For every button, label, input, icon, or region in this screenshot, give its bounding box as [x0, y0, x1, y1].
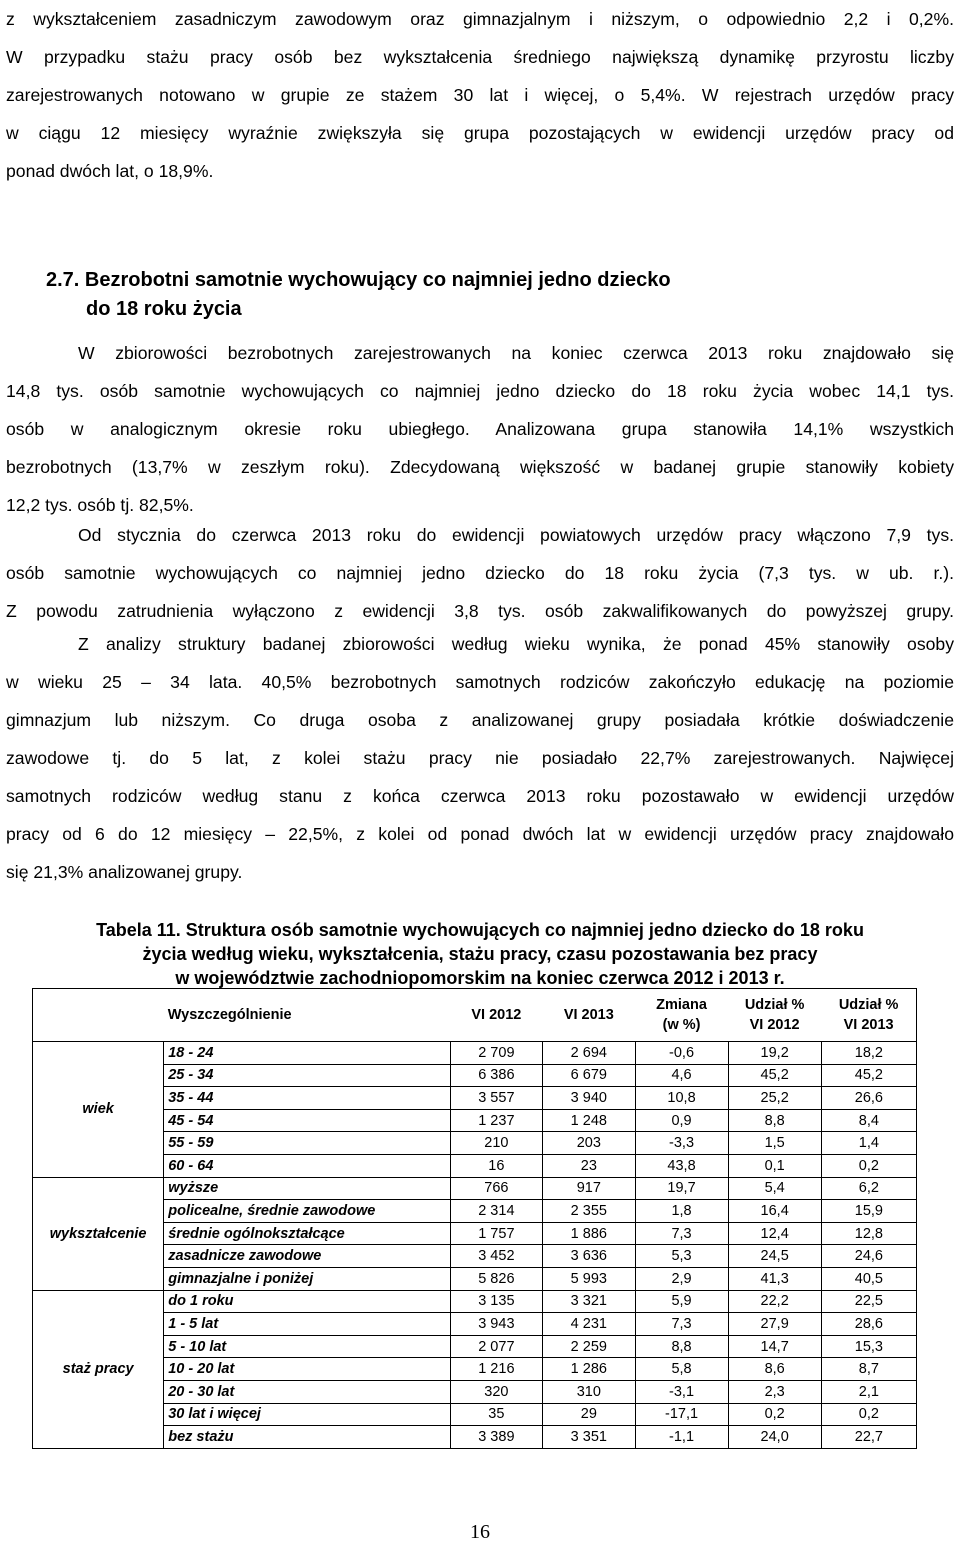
table-row — [33, 1313, 917, 1336]
cell-change: 5,8 — [635, 1358, 728, 1381]
cell-share2012: 24,0 — [728, 1426, 821, 1449]
cell-vi2013: 6 679 — [543, 1064, 635, 1087]
header-change-line2: (w %) — [662, 1017, 701, 1033]
cell-share2013: 28,6 — [821, 1313, 916, 1336]
cell-vi2012: 3 557 — [450, 1087, 542, 1110]
table-caption-line: życia według wieku, wykształcenia, stażu pracy, czasu pozostawania bez pracy — [142, 944, 818, 964]
cell-share2012: 8,8 — [728, 1109, 821, 1132]
cell-vi2012: 35 — [450, 1403, 542, 1426]
text-line: 12,2 tys. osób tj. 82,5%. — [6, 495, 194, 515]
table-row — [33, 1380, 917, 1403]
table-row — [33, 1222, 917, 1245]
cell-vi2013: 3 351 — [543, 1426, 635, 1449]
cell-share2012: 22,2 — [728, 1290, 821, 1313]
table-row — [33, 1087, 917, 1110]
table-row — [33, 1335, 917, 1358]
header-name: Wyszczególnienie — [164, 989, 450, 1042]
cell-change: 8,8 — [635, 1335, 728, 1358]
cell-vi2013: 1 886 — [543, 1222, 635, 1245]
cell-change: 7,3 — [635, 1222, 728, 1245]
cell-share2012: 16,4 — [728, 1200, 821, 1223]
cell-change: -1,1 — [635, 1426, 728, 1449]
cell-vi2012: 1 216 — [450, 1358, 542, 1381]
text-line: W zbiorowości bezrobotnych zarejestrowanych na koniec czerwca 2013 roku znajdowało się — [78, 343, 954, 363]
header-share2013 — [821, 989, 916, 1042]
paragraph-1 — [6, 334, 954, 524]
header-vi2013: VI 2013 — [543, 989, 635, 1042]
table-row — [33, 1064, 917, 1087]
cell-change: 2,9 — [635, 1267, 728, 1290]
cell-share2013: 15,9 — [821, 1200, 916, 1223]
cell-share2012: 25,2 — [728, 1087, 821, 1110]
cell-vi2013: 3 321 — [543, 1290, 635, 1313]
cell-vi2013: 5 993 — [543, 1267, 635, 1290]
intro-paragraph — [6, 0, 954, 190]
row-label: 55 - 59 — [164, 1132, 450, 1155]
structure-table — [32, 988, 917, 1449]
section-heading — [46, 266, 671, 324]
cell-share2013: 45,2 — [821, 1064, 916, 1087]
cell-share2012: 0,1 — [728, 1154, 821, 1177]
cell-share2013: 0,2 — [821, 1154, 916, 1177]
table-row — [33, 1177, 917, 1200]
cell-change: 5,9 — [635, 1290, 728, 1313]
cell-share2013: 1,4 — [821, 1132, 916, 1155]
cell-vi2012: 210 — [450, 1132, 542, 1155]
cell-vi2012: 5 826 — [450, 1267, 542, 1290]
table-row — [33, 1200, 917, 1223]
cell-change: 19,7 — [635, 1177, 728, 1200]
table-header-row — [33, 989, 917, 1042]
header-share2013-line2: VI 2013 — [843, 1017, 894, 1033]
header-share2012-line1: Udział % — [744, 997, 805, 1013]
table-row — [33, 1358, 917, 1381]
cell-share2012: 8,6 — [728, 1358, 821, 1381]
text-line: zawodowe tj. do 5 lat, z kolei stażu pracy nie posiadało 22,7% zarejestrowanych. Najwięcej — [6, 748, 954, 768]
cell-share2012: 2,3 — [728, 1380, 821, 1403]
row-label: 45 - 54 — [164, 1109, 450, 1132]
cell-share2013: 8,4 — [821, 1109, 916, 1132]
cell-share2013: 18,2 — [821, 1042, 916, 1065]
table-caption-line: Tabela 11. Struktura osób samotnie wychowujących co najmniej jedno dziecko do 18 roku — [96, 920, 864, 940]
text-line: gimnazjum lub niższym. Co druga osoba z analizowanej grupy posiadała krótkie doświadczenie — [6, 710, 954, 730]
cell-share2013: 24,6 — [821, 1245, 916, 1268]
cell-share2013: 26,6 — [821, 1087, 916, 1110]
table-body — [33, 1042, 917, 1449]
text-line: w ciągu 12 miesięcy wyraźnie zwiększyła się grupa pozostających w ewidencji urzędów pracy od — [6, 123, 954, 143]
row-label: gimnazjalne i poniżej — [164, 1267, 450, 1290]
text-line: bezrobotnych (13,7% w zeszłym roku). Zdecydowaną większość w badanej grupie stanowiły kobiety — [6, 457, 954, 477]
row-group-label: wykształcenie — [33, 1177, 164, 1290]
page-number: 16 — [470, 1521, 490, 1543]
row-label: średnie ogólnokształcące — [164, 1222, 450, 1245]
cell-vi2013: 203 — [543, 1132, 635, 1155]
cell-vi2012: 2 314 — [450, 1200, 542, 1223]
cell-change: 5,3 — [635, 1245, 728, 1268]
header-corner — [33, 989, 164, 1042]
cell-vi2013: 4 231 — [543, 1313, 635, 1336]
row-label: 1 - 5 lat — [164, 1313, 450, 1336]
header-share2012-line2: VI 2012 — [749, 1017, 800, 1033]
cell-share2013: 8,7 — [821, 1358, 916, 1381]
section-heading-line: do 18 roku życia — [86, 298, 242, 320]
row-label: bez stażu — [164, 1426, 450, 1449]
row-label: 35 - 44 — [164, 1087, 450, 1110]
header-change-line1: Zmiana — [656, 997, 707, 1013]
table-row — [33, 1245, 917, 1268]
cell-vi2012: 766 — [450, 1177, 542, 1200]
cell-share2012: 27,9 — [728, 1313, 821, 1336]
cell-vi2012: 320 — [450, 1380, 542, 1403]
text-line: osób samotnie wychowujących co najmniej jedno dziecko do 18 roku życia (7,3 tys. w ub. r.). — [6, 563, 954, 583]
cell-change: 10,8 — [635, 1087, 728, 1110]
cell-share2012: 41,3 — [728, 1267, 821, 1290]
text-line: osób w analogicznym okresie roku ubiegłego. Analizowana grupa stanowiła 14,1% wszystkich — [6, 419, 954, 439]
cell-share2013: 12,8 — [821, 1222, 916, 1245]
cell-share2013: 22,5 — [821, 1290, 916, 1313]
row-label: do 1 roku — [164, 1290, 450, 1313]
paragraph-2 — [6, 516, 954, 630]
text-line: ponad dwóch lat, o 18,9%. — [6, 161, 214, 181]
cell-share2013: 0,2 — [821, 1403, 916, 1426]
row-label: 20 - 30 lat — [164, 1380, 450, 1403]
table-row — [33, 1154, 917, 1177]
cell-share2012: 1,5 — [728, 1132, 821, 1155]
cell-vi2013: 917 — [543, 1177, 635, 1200]
text-line: Z powodu zatrudnienia wyłączono z ewidencji 3,8 tys. osób zakwalifikowanych do powyższej grupy. — [6, 601, 954, 621]
cell-vi2013: 310 — [543, 1380, 635, 1403]
cell-share2012: 24,5 — [728, 1245, 821, 1268]
cell-share2012: 45,2 — [728, 1064, 821, 1087]
text-line: W przypadku stażu pracy osób bez wykształcenia średniego największą dynamikę przyrostu liczby — [6, 47, 954, 67]
row-label: 25 - 34 — [164, 1064, 450, 1087]
text-line: pracy od 6 do 12 miesięcy – 22,5%, z kolei od ponad dwóch lat w ewidencji urzędów pracy znajdowało — [6, 824, 954, 844]
text-line: samotnych rodziców według stanu z końca czerwca 2013 roku pozostawało w ewidencji urzędów — [6, 786, 954, 806]
paragraph-3 — [6, 625, 954, 891]
cell-vi2013: 2 694 — [543, 1042, 635, 1065]
cell-vi2012: 1 757 — [450, 1222, 542, 1245]
cell-share2013: 6,2 — [821, 1177, 916, 1200]
row-label: policealne, średnie zawodowe — [164, 1200, 450, 1223]
table-caption-line: w województwie zachodniopomorskim na koniec czerwca 2012 i 2013 r. — [175, 968, 785, 988]
text-line: 14,8 tys. osób samotnie wychowujących co najmniej jedno dziecko do 18 roku życia wobec 14,1 tys. — [6, 381, 954, 401]
table-caption — [20, 918, 940, 990]
row-label: 60 - 64 — [164, 1154, 450, 1177]
row-label: 5 - 10 lat — [164, 1335, 450, 1358]
row-group-label: staż pracy — [33, 1290, 164, 1448]
cell-share2012: 5,4 — [728, 1177, 821, 1200]
cell-vi2012: 3 452 — [450, 1245, 542, 1268]
cell-change: -17,1 — [635, 1403, 728, 1426]
row-label: 30 lat i więcej — [164, 1403, 450, 1426]
cell-vi2012: 2 709 — [450, 1042, 542, 1065]
cell-vi2012: 3 135 — [450, 1290, 542, 1313]
cell-vi2013: 3 636 — [543, 1245, 635, 1268]
cell-change: -3,1 — [635, 1380, 728, 1403]
table-row — [33, 1109, 917, 1132]
row-group-label: wiek — [33, 1042, 164, 1178]
cell-vi2013: 2 355 — [543, 1200, 635, 1223]
cell-vi2012: 3 943 — [450, 1313, 542, 1336]
cell-share2012: 12,4 — [728, 1222, 821, 1245]
cell-vi2012: 3 389 — [450, 1426, 542, 1449]
cell-share2013: 22,7 — [821, 1426, 916, 1449]
cell-change: 1,8 — [635, 1200, 728, 1223]
cell-change: 43,8 — [635, 1154, 728, 1177]
row-label: 10 - 20 lat — [164, 1358, 450, 1381]
cell-vi2012: 1 237 — [450, 1109, 542, 1132]
table-row — [33, 1290, 917, 1313]
cell-share2012: 19,2 — [728, 1042, 821, 1065]
text-line: Z analizy struktury badanej zbiorowości według wieku wynika, że ponad 45% stanowiły osoby — [78, 634, 954, 654]
table-row — [33, 1042, 917, 1065]
text-line: w wieku 25 – 34 lata. 40,5% bezrobotnych samotnych rodziców zakończyło edukację na poziomie — [6, 672, 954, 692]
text-line: się 21,3% analizowanej grupy. — [6, 862, 243, 882]
section-heading-line: 2.7. Bezrobotni samotnie wychowujący co najmniej jedno dziecko — [46, 269, 671, 291]
text-line: z wykształceniem zasadniczym zawodowym oraz gimnazjalnym i niższym, o odpowiednio 2,2 i 0,2%. — [6, 9, 954, 29]
cell-vi2013: 3 940 — [543, 1087, 635, 1110]
cell-share2012: 14,7 — [728, 1335, 821, 1358]
header-change — [635, 989, 728, 1042]
header-vi2012: VI 2012 — [450, 989, 542, 1042]
cell-change: 4,6 — [635, 1064, 728, 1087]
cell-change: -3,3 — [635, 1132, 728, 1155]
cell-vi2012: 2 077 — [450, 1335, 542, 1358]
cell-vi2013: 1 248 — [543, 1109, 635, 1132]
cell-vi2013: 23 — [543, 1154, 635, 1177]
table-row — [33, 1426, 917, 1449]
text-line: Od stycznia do czerwca 2013 roku do ewidencji powiatowych urzędów pracy włączono 7,9 tys. — [78, 525, 954, 545]
table-row — [33, 1132, 917, 1155]
cell-vi2013: 1 286 — [543, 1358, 635, 1381]
row-label: 18 - 24 — [164, 1042, 450, 1065]
row-label: zasadnicze zawodowe — [164, 1245, 450, 1268]
cell-change: 7,3 — [635, 1313, 728, 1336]
cell-share2013: 15,3 — [821, 1335, 916, 1358]
cell-vi2013: 2 259 — [543, 1335, 635, 1358]
row-label: wyższe — [164, 1177, 450, 1200]
table-row — [33, 1403, 917, 1426]
cell-share2012: 0,2 — [728, 1403, 821, 1426]
header-share2013-line1: Udział % — [838, 997, 899, 1013]
text-line: zarejestrowanych notowano w grupie ze stażem 30 lat i więcej, o 5,4%. W rejestrach urzędów pracy — [6, 85, 954, 105]
cell-change: -0,6 — [635, 1042, 728, 1065]
cell-vi2012: 16 — [450, 1154, 542, 1177]
table-row — [33, 1267, 917, 1290]
header-share2012 — [728, 989, 821, 1042]
cell-share2013: 40,5 — [821, 1267, 916, 1290]
cell-vi2012: 6 386 — [450, 1064, 542, 1087]
cell-share2013: 2,1 — [821, 1380, 916, 1403]
cell-change: 0,9 — [635, 1109, 728, 1132]
cell-vi2013: 29 — [543, 1403, 635, 1426]
